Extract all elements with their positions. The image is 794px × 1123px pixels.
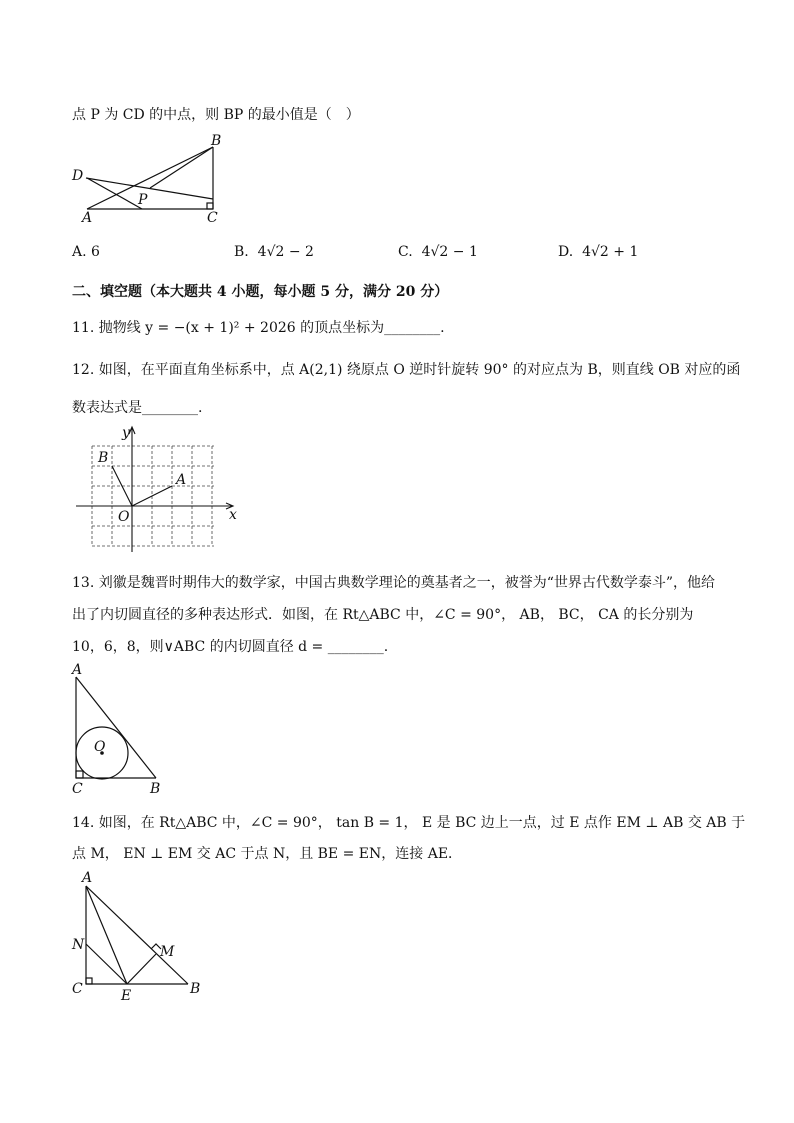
q10-stem-tail: 点 P 为 CD 的中点，则 BP 的最小值是（ ） xyxy=(72,107,360,123)
q11-text: 11. 抛物线 y = −(x + 1)² + 2026 的顶点坐标为________. xyxy=(72,320,445,336)
q10-segment-AB xyxy=(87,147,213,209)
q12-label-x: x xyxy=(229,507,237,523)
q14-line-1: 14. 如图，在 Rt△ABC 中，∠C = 90°， tan B = 1， E 是 BC 边上一点，过 E 点作 EM ⊥ AB 交 AB 于 xyxy=(72,815,746,831)
q14-figure xyxy=(66,866,216,1002)
q12-label-O: O xyxy=(118,509,130,525)
q10-option-c[interactable]: C. 4√2 − 1 xyxy=(398,244,478,260)
q14-label-B: B xyxy=(190,981,201,997)
q13-line-3: 10，6，8，则∨ABC 的内切圆直径 d = ________. xyxy=(72,639,389,655)
q10-option-d[interactable]: D. 4√2 + 1 xyxy=(558,244,639,260)
q10-label-A: A xyxy=(82,210,93,225)
q14-label-N: N xyxy=(72,937,85,953)
q10-figure xyxy=(68,130,238,225)
q14-label-A: A xyxy=(82,870,93,886)
q10-segment-BP xyxy=(150,147,213,188)
q14-line-2: 点 M， EN ⊥ EM 交 AC 于点 N，且 BE = EN，连接 AE． xyxy=(72,846,463,862)
q10-label-B: B xyxy=(211,133,222,149)
q14-label-E: E xyxy=(121,988,132,1002)
q13-segment-AB xyxy=(76,677,156,778)
q14-right-angle-C xyxy=(86,978,92,984)
q13-label-A: A xyxy=(72,662,83,678)
section-2-title: 二、填空题（本大题共 4 小题，每小题 5 分，满分 20 分） xyxy=(72,284,449,300)
q12-line-1: 12. 如图，在平面直角坐标系中，点 A(2,1) 绕原点 O 逆时针旋转 90° 的对应点为 B，则直线 OB 对应的函 xyxy=(72,362,741,378)
q13-right-angle-mark xyxy=(76,771,83,778)
q12-figure xyxy=(72,424,242,552)
q13-line-1: 13. 刘徽是魏晋时期伟大的数学家，中国古典数学理论的奠基者之一，被誉为“世界古代数学泰斗”，他给 xyxy=(72,575,716,591)
q10-label-D: D xyxy=(72,168,84,184)
q12-label-y: y xyxy=(122,425,130,441)
q12-label-A: A xyxy=(176,472,187,488)
q10-option-b[interactable]: B. 4√2 − 2 xyxy=(234,244,314,260)
q10-option-a[interactable]: A. 6 xyxy=(72,244,100,260)
q13-label-C: C xyxy=(72,781,83,797)
q13-line-2: 出了内切圆直径的多种表达形式．如图，在 Rt△ABC 中，∠C = 90°， AB， BC， CA 的长分别为 xyxy=(72,607,694,623)
q13-figure xyxy=(66,660,176,798)
q14-segment-AB xyxy=(86,886,188,984)
q14-label-M: M xyxy=(160,944,175,960)
q10-right-angle-mark xyxy=(207,203,213,209)
q12-label-B: B xyxy=(98,450,109,466)
q14-label-C: C xyxy=(72,981,83,997)
q13-label-B: B xyxy=(150,781,161,797)
q14-segment-AE xyxy=(86,886,127,984)
q14-segment-EM xyxy=(127,954,156,984)
q13-label-O: O xyxy=(94,739,106,755)
q12-line-2: 数表达式是________. xyxy=(72,400,203,416)
q10-label-P: P xyxy=(138,192,148,208)
q10-label-C: C xyxy=(207,210,218,225)
